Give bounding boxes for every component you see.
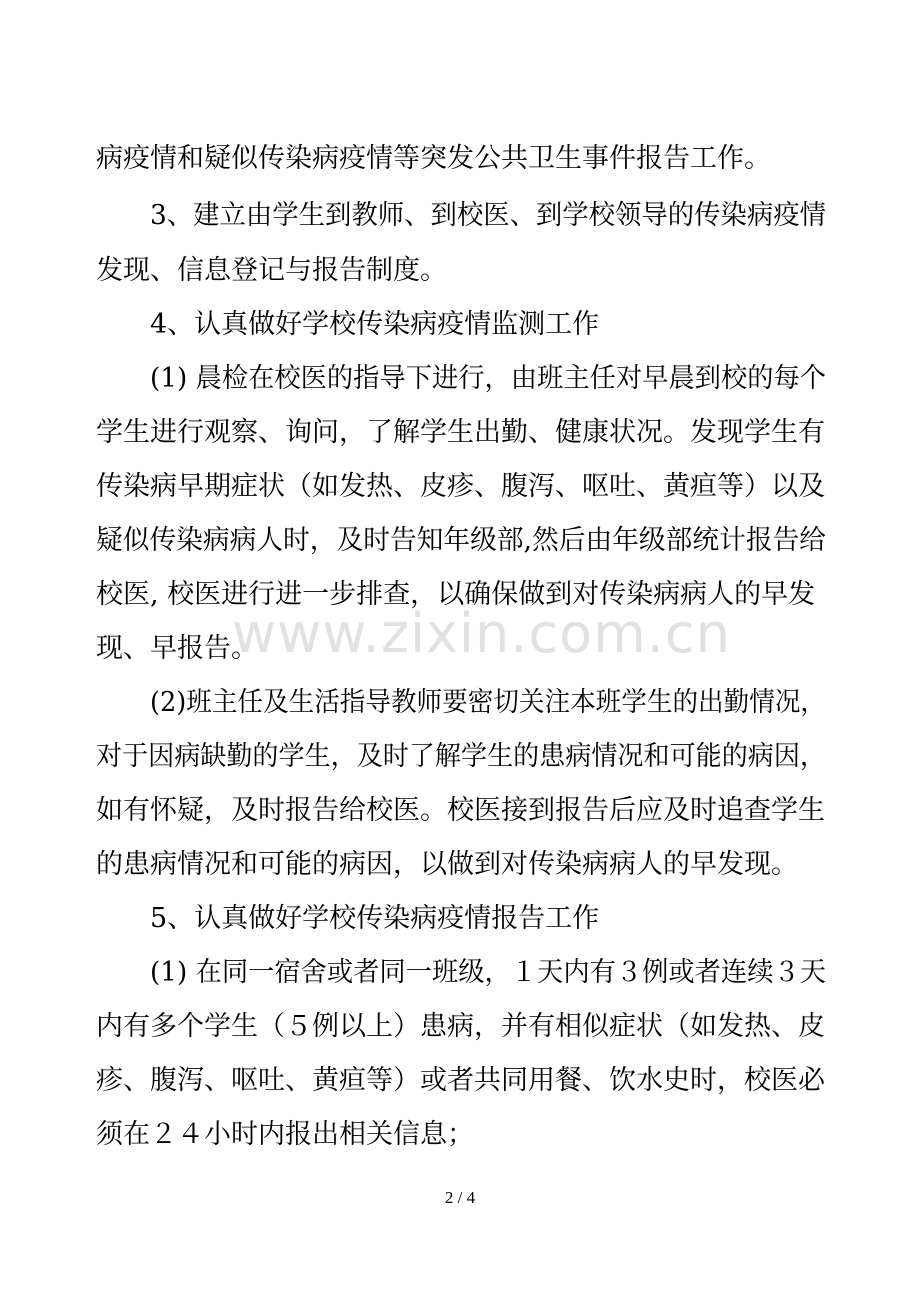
text-line: 疑似传染病病人时，及时告知年级部,然后由年级部统计报告给 — [96, 525, 826, 556]
text-line: 发现、信息登记与报告制度。 — [96, 255, 447, 286]
text-line: 病疫情和疑似传染病疫情等突发公共卫生事件报告工作。 — [96, 143, 771, 174]
text-line: 学生进行观察、询问，了解学生出勤、健康状况。发现学生有 — [96, 417, 825, 448]
text-line: 现、早报告。 — [96, 633, 258, 664]
text-line: 4、认真做好学校传染病疫情监测工作 — [150, 309, 600, 340]
text-line: 5、认真做好学校传染病疫情报告工作 — [150, 903, 600, 934]
page-number: 2 / 4 — [444, 1188, 476, 1207]
text-line: 内有多个学生（５例以上）患病，并有相似症状（如发热、皮 — [96, 1011, 825, 1042]
text-line: (1) 在同一宿舍或者同一班级，１天内有３例或者连续３天 — [150, 957, 826, 988]
text-line: (1) 晨检在校医的指导下进行，由班主任对早晨到校的每个 — [150, 363, 826, 394]
text-line: 的患病情况和可能的病因，以做到对传染病病人的早发现。 — [96, 849, 798, 880]
text-line: (2)班主任及生活指导教师要密切关注本班学生的出勤情况， — [150, 687, 826, 718]
text-line: 传染病早期症状（如发热、皮疹、腹泻、呕吐、黄疸等）以及 — [96, 471, 825, 502]
text-line: 如有怀疑，及时报告给校医。校医接到报告后应及时追查学生 — [96, 795, 825, 826]
text-line: 疹、腹泻、呕吐、黄疸等）或者共同用餐、饮水史时，校医必 — [96, 1065, 825, 1096]
text-line: 须在２４小时内报出相关信息； — [96, 1119, 474, 1150]
text-line: 对于因病缺勤的学生，及时了解学生的患病情况和可能的病因， — [96, 741, 826, 772]
text-line: 校医, 校医进行进一步排查，以确保做到对传染病病人的早发 — [96, 579, 816, 610]
watermark: www.zixin.com.cn — [232, 602, 731, 665]
text-line: 3、建立由学生到教师、到校医、到学校领导的传染病疫情 — [150, 200, 826, 231]
